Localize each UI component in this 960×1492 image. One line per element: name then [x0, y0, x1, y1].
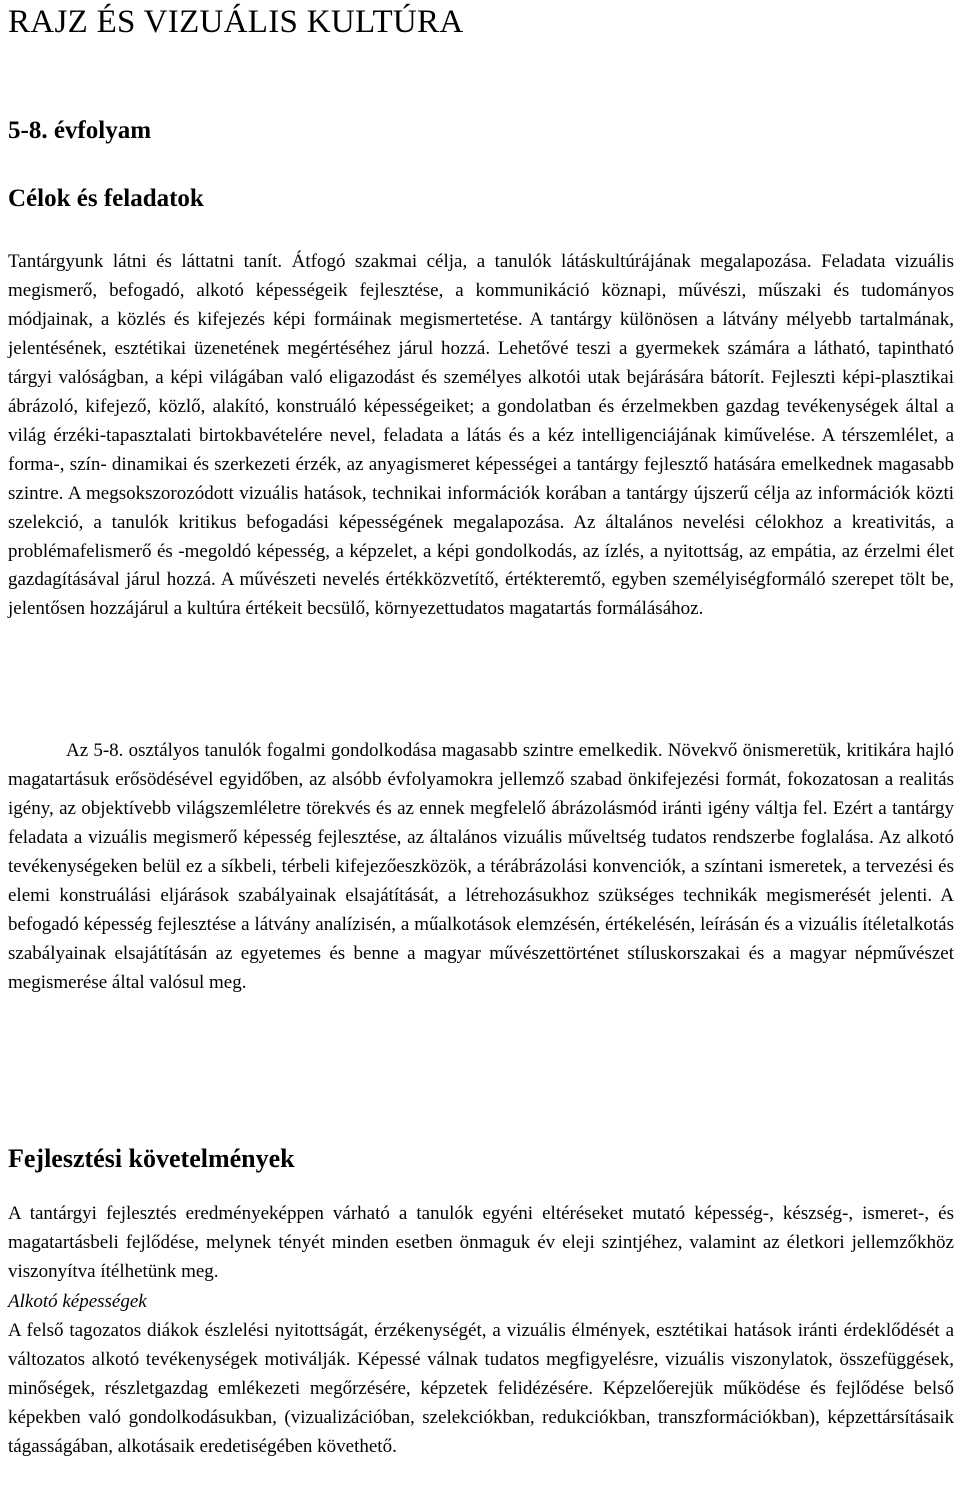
grade-heading: 5-8. évfolyam	[8, 117, 152, 144]
creative-subheading: Alkotó képességek	[8, 1291, 147, 1312]
requirements-paragraph: A tantárgyi fejlesztés eredményeképpen várható a tanulók egyéni eltéréseket mutató képesség-, készség-, ismeret-, és magatartásbeli fejlődése, melynek tényét minden esetben önmaguk év eleji szintjéhez, valamint az életkori jellemzőkhöz viszonyítva ítélhetünk meg.	[8, 1203, 954, 1282]
document-title: RAJZ ÉS VIZUÁLIS KULTÚRA	[8, 4, 464, 40]
goals-paragraph: Tantárgyunk látni és láttatni tanít. Átfogó szakmai célja, a tanulók látáskultúrájának megalapozása. Feladata vizuális megismerő, befogadó, alkotó képességeik fejlesztése, a kommunikáció köznapi, művészi, műszaki és tudományos módjainak, a közlés és kifejezés képi formáinak megismertetése. A tantárgy különösen a látvány mélyebb tartalmának, jelentésének, esztétikai üzenetének megértéséhez járul hozzá. Lehetővé teszi a gyermekek számára a látható, tapintható tárgyi valóságban, a képi világában való eligazodást és személyes alkotói utak bejárására bátorít. Fejleszti képi-plasztikai ábrázoló, kifejező, közlő, alakító, konstruáló képességeiket; a gondolatban és érzelmekben gazdag tevékenységek által a világ érzéki-tapasztalati birtokbavételére nevel, feladata a látás és a kéz intelligenciájának kiművelése. A térszemlélet, a forma-, szín- dinamikai és szerkezeti érzék, az anyagismeret képességei a tantárgy fejlesztő hatására emelkednek magasabb szintre. A megsokszorozódott vizuális hatások, technikai információk korában a tantárgy újszerű célja az információk közti szelekció, a tanulók kritikus befogadási képességének megalapozása. Az általános nevelési célokhoz a kreativitás, a problémafelismerő és -megoldó képesség, a képzelet, a képi gondolkodás, az ízlés, a nyitottság, az empátia, az érzelmi élet gazdagításával járul hozzá. A művészeti nevelés értékközvetítő, értékteremtő, egyben személyiségformáló szerepet tölt be, jelentősen hozzájárul a kultúra értékeit becsülő, környezettudatos magatartás formálásához.	[8, 251, 954, 620]
grade-paragraph: Az 5-8. osztályos tanulók fogalmi gondolkodása magasabb szintre emelkedik. Növekvő önismeretük, kritikára hajló magatartásuk erősödésével egyidőben, az alsóbb évfolyamokra jellemző szabad önkifejezési formát, fokozatosan a realitás igény, az objektívebb világszemléletre törekvés és az ennek megfelelő ábrázolásmód iránti igény váltja fel. Ezért a tantárgy feladata a vizuális megismerő képesség fejlesztése, az általános vizuális műveltség tudatos rendszerbe foglalása. Az alkotó tevékenységeken belül ez a síkbeli, térbeli kifejezőeszközök, a térábrázolási konvenciók, a színtani ismeretek, a tervezési és elemi konstruálási eljárások szabályainak elsajátítását, a létrehozásukhoz szükséges technikák megismerését jelenti. A befogadó képesség fejlesztése a látvány analízisén, a műalkotások elemzésén, értékelésén, leírásán és a vizuális ítéletalkotás szabályainak elsajátításán az egyetemes és benne a magyar művészettörténet stíluskorszakai és a magyar népművészet megismerése által valósul meg.	[8, 740, 954, 993]
creative-paragraph: A felső tagozatos diákok észlelési nyitottságát, érzékenységét, a vizuális élmények, esztétikai hatások iránti érdeklődését a változatos alkotó tevékenységek motiválják. Képessé válnak tudatos megfigyelésre, vizuális viszonylatok, összefüggések, minőségek, részletgazdag emlékezeti megőrzésére, képzetek felidézésére. Képzelőerejük működése és fejlődése belső képekben való gondolkodásukban, (vizualizációban, szelekciókban, redukciókban, transzformációkban), képzettársításaik tágasságában, alkotásaik eredetiségében követhető.	[8, 1320, 954, 1457]
goals-heading: Célok és feladatok	[8, 185, 204, 212]
requirements-heading: Fejlesztési követelmények	[8, 1144, 295, 1173]
